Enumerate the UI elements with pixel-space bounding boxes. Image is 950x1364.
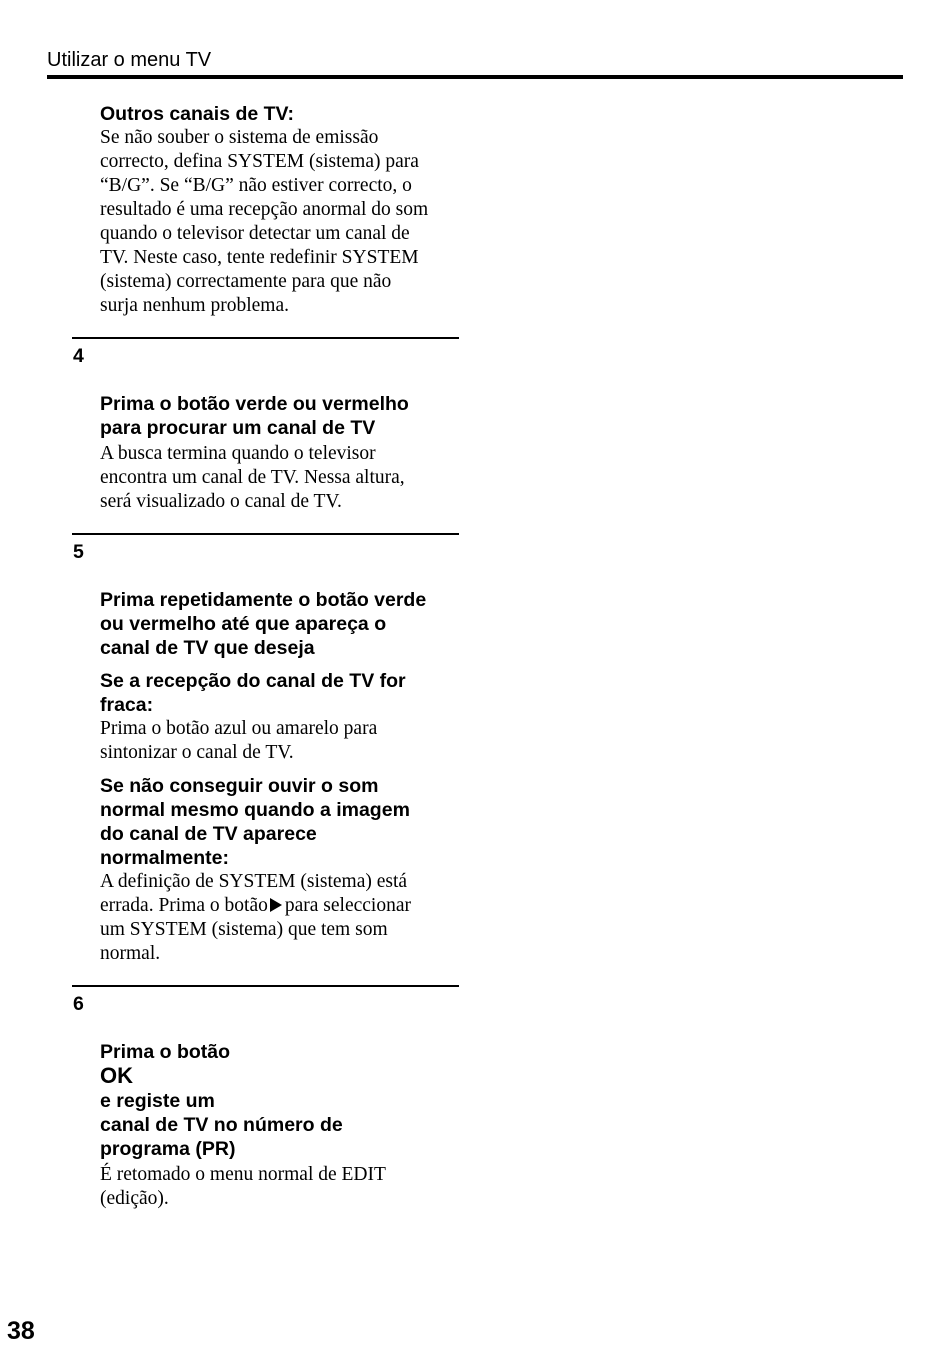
step-6 xyxy=(72,992,459,1211)
intro-text: Se não souber o sistema de emissão correcto, defina SYSTEM (sistema) para “B/G”. Se “B/G” não estiver correcto, o resultado é uma recepção anormal do som quando o televisor detectar um canal de TV. Neste caso, tente redefinir SYSTEM (sistema) correctamente para que não surja nenhum problema. xyxy=(100,127,429,316)
step-divider xyxy=(72,337,459,339)
note-text-start: A definição de SYSTEM (sistema) está errada. Prima o botão xyxy=(100,871,408,916)
note-heading: Se a recepção do canal de TV for fraca: xyxy=(100,670,406,716)
note-text-end: para seleccionar um SYSTEM (sistema) que tem som normal. xyxy=(100,895,411,964)
weak-reception-note xyxy=(72,669,459,765)
header-rule xyxy=(47,75,903,79)
step-heading xyxy=(72,344,459,440)
note-text xyxy=(100,870,459,966)
step-5 xyxy=(72,540,459,966)
step-number: 5 xyxy=(73,541,84,563)
ok-button-label: OK xyxy=(100,1063,133,1088)
step-divider xyxy=(72,533,459,535)
step-divider xyxy=(72,985,459,987)
step-4 xyxy=(72,344,459,514)
step-heading-text-start: Prima o botão xyxy=(100,1041,231,1063)
step-heading xyxy=(72,992,459,1161)
intro-section xyxy=(72,102,459,318)
step-text: É retomado o menu normal de EDIT (edição). xyxy=(100,1164,386,1209)
no-sound-note xyxy=(72,774,459,966)
page-number: 38 xyxy=(7,1317,35,1345)
note-text: Prima o botão azul ou amarelo para sintonizar o canal de TV. xyxy=(100,718,378,763)
intro-heading: Outros canais de TV: xyxy=(100,103,294,125)
step-heading-text-end: e registe um canal de TV no número de programa (PR) xyxy=(100,1090,343,1160)
right-arrow-play-icon xyxy=(270,898,282,912)
step-heading-text: Prima o botão verde ou vermelho para procurar um canal de TV xyxy=(100,393,409,439)
step-heading-text: Prima repetidamente o botão verde ou vermelho até que apareça o canal de TV que deseja xyxy=(100,589,427,659)
step-text: A busca termina quando o televisor encontra um canal de TV. Nessa altura, será visualizado o canal de TV. xyxy=(100,443,405,512)
running-header: Utilizar o menu TV xyxy=(47,49,212,71)
step-number: 4 xyxy=(73,345,84,367)
main-content xyxy=(72,102,459,1211)
step-number: 6 xyxy=(73,993,84,1015)
note-heading: Se não conseguir ouvir o som normal mesmo quando a imagem do canal de TV aparece normalmente: xyxy=(100,775,410,869)
step-heading xyxy=(72,540,459,660)
